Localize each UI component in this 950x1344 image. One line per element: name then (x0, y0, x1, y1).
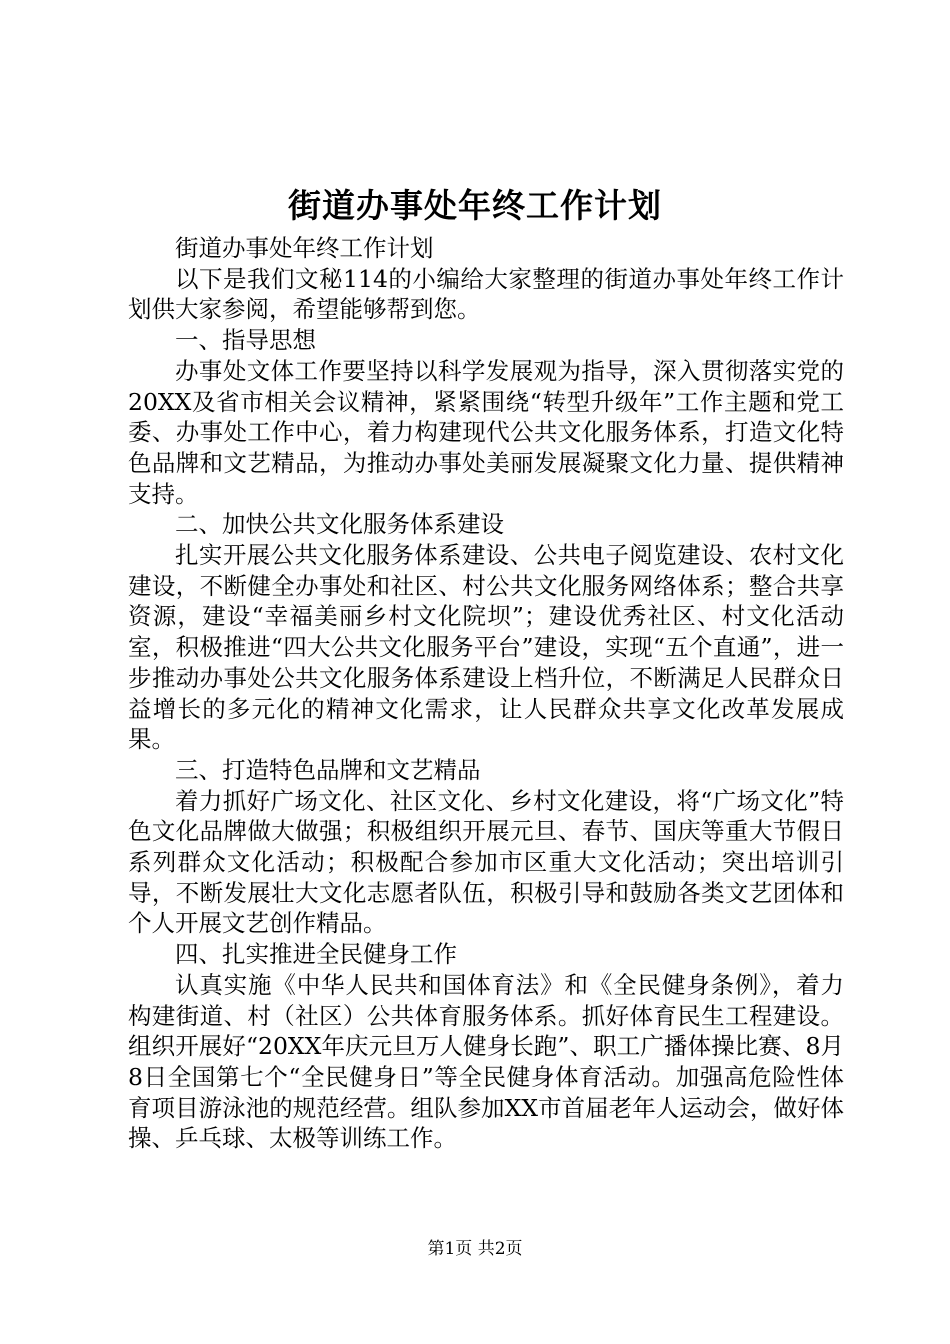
paragraph-fitness: 认真实施《中华人民共和国体育法》和《全民健身条例》，着力构建街道、村（社区）公共体育服务体系。抓好体育民生工程建设。组织开展好“20XX年庆元旦万人健身长跑”、职工广播体操比赛、8月8日全国第七个“全民健身日”等全民健身体育活动。加强高危险性体育项目游泳池的规范经营。组队参加XX市首届老年人运动会，做好体操、乒乓球、太极等训练工作。 (128, 970, 844, 1153)
section-heading-public-culture: 二、加快公共文化服务体系建设 (175, 510, 504, 539)
section-heading-fitness: 四、扎实推进全民健身工作 (175, 940, 457, 969)
paragraph-intro: 以下是我们文秘114的小编给大家整理的街道办事处年终工作计划供大家参阅，希望能够帮到您。 (128, 264, 844, 324)
section-heading-brand-arts: 三、打造特色品牌和文艺精品 (175, 755, 481, 784)
document-title: 街道办事处年终工作计划 (288, 186, 662, 225)
paragraph-guiding-thought: 办事处文体工作要坚持以科学发展观为指导，深入贯彻落实党的20XX及省市相关会议精神，紧紧围绕“转型升级年”工作主题和党工委、办事处工作中心，着力构建现代公共文化服务体系，打造文化特色品牌和文艺精品，为推动办事处美丽发展凝聚文化力量、提供精神支持。 (128, 356, 844, 508)
page-footer: 第1页 共2页 (427, 1239, 523, 1259)
paragraph-heading-repeat: 街道办事处年终工作计划 (175, 234, 434, 262)
paragraph-brand-arts: 着力抓好广场文化、社区文化、乡村文化建设，将“广场文化”特色文化品牌做大做强；积极组织开展元旦、春节、国庆等重大节假日系列群众文化活动；积极配合参加市区重大文化活动；突出培训引导，不断发展壮大文化志愿者队伍，积极引导和鼓励各类文艺团体和个人开展文艺创作精品。 (128, 786, 844, 938)
section-heading-guiding-thought: 一、指导思想 (175, 326, 316, 355)
paragraph-public-culture: 扎实开展公共文化服务体系建设、公共电子阅览建设、农村文化建设，不断健全办事处和社区、村公共文化服务网络体系；整合共享资源，建设“幸福美丽乡村文化院坝”；建设优秀社区、村文化活动室，积极推进“四大公共文化服务平台”建设，实现“五个直通”，进一步推动办事处公共文化服务体系建设上档升位，不断满足人民群众日益增长的多元化的精神文化需求，让人民群众共享文化改革发展成果。 (128, 541, 844, 754)
document-body (128, 233, 844, 1154)
